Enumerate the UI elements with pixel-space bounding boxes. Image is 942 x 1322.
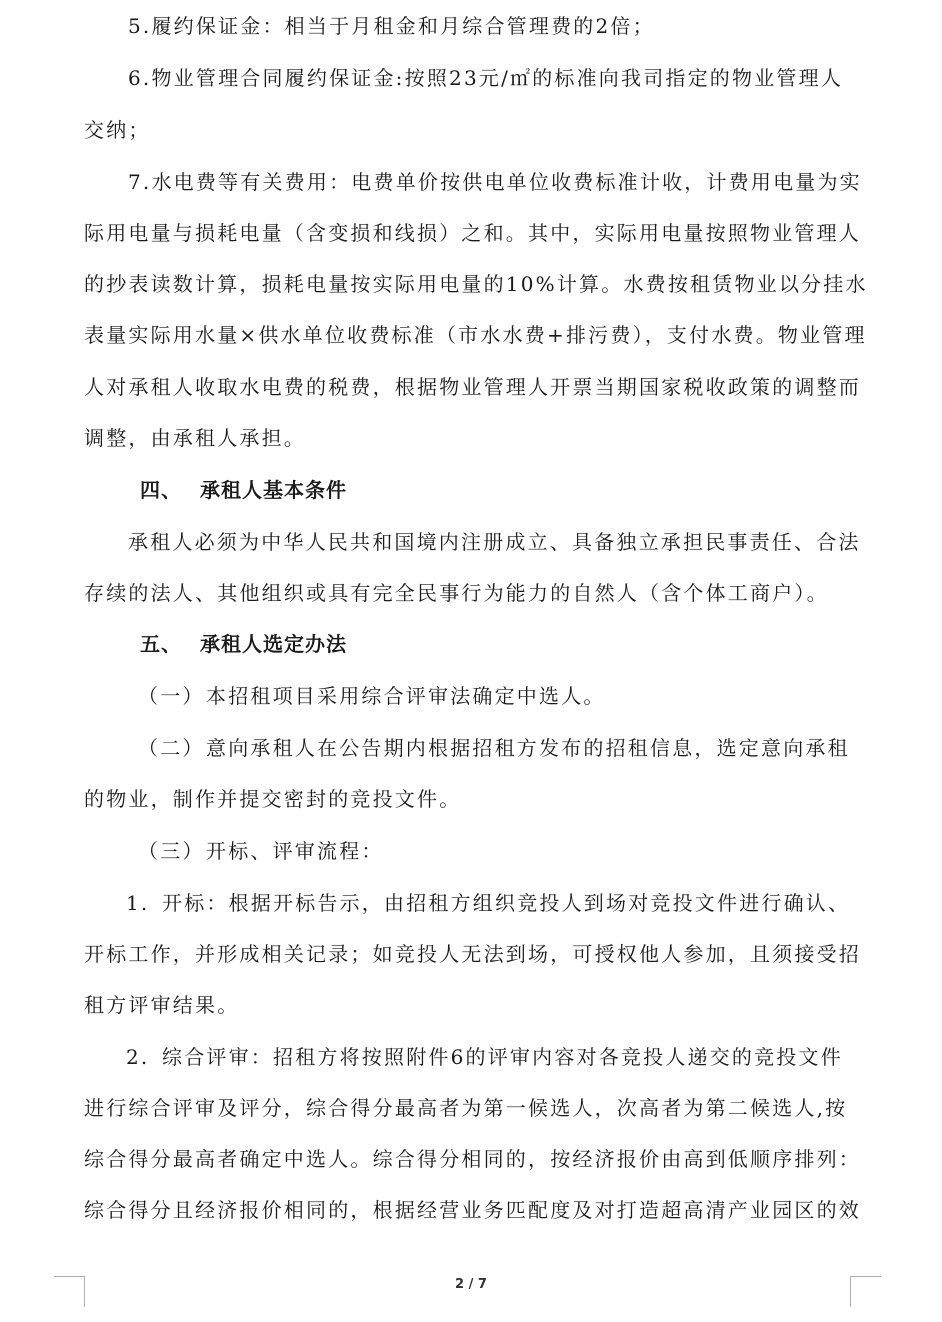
page-number: 2 / 7 (455, 1277, 487, 1292)
paragraph-utilities-line4: 表量实际用水量×供水单位收费标准（市水水费+排污费），支付水费。物业管理 (84, 323, 867, 347)
section-title: 承租人基本条件 (200, 478, 347, 502)
item-number: 1. (126, 891, 150, 915)
item-number: 2. (126, 1045, 150, 1069)
subsection-3 (138, 837, 384, 865)
paragraph-utilities-line3: 的抄表读数计算，损耗电量按实际用电量的10%计算。水费按租赁物业以分挂水 (84, 272, 868, 296)
process-item-2 (126, 1043, 843, 1071)
subsection-number: （一） (138, 684, 205, 708)
process-item-2-line3: 综合得分最高者确定中选人。综合得分相同的，按经济报价由高到低顺序排列： (84, 1147, 861, 1171)
subsection-2 (138, 734, 850, 762)
paragraph-utilities-line5: 人对承租人收取水电费的税费，根据物业管理人开票当期国家税收政策的调整而 (84, 375, 861, 399)
paragraph-property-deposit-line2: 交纳； (84, 118, 151, 142)
paragraph-deposit: 5.履约保证金：相当于月租金和月综合管理费的2倍； (128, 14, 655, 38)
paragraph-utilities-line1: 7.水电费等有关费用：电费单价按供电单位收费标准计收，计费用电量为实 (128, 170, 862, 194)
paragraph-conditions-line2: 存续的法人、其他组织或具有完全民事行为能力的自然人（含个体工商户）。 (84, 581, 829, 605)
process-item-2-line4: 综合得分且经济报价相同的，根据经营业务匹配度及对打造超高清产业园区的效 (84, 1198, 861, 1222)
subsection-text: 开标、评审流程： (206, 839, 384, 863)
process-item-1-line3: 租方评审结果。 (84, 993, 240, 1017)
paragraph-utilities-line6: 调整，由承租人承担。 (84, 426, 306, 450)
paragraph-utilities-line2: 际用电量与损耗电量（含变损和线损）之和。其中，实际用电量按照物业管理人 (84, 221, 861, 245)
section-number: 四、 (140, 478, 182, 502)
item-text: 综合评审：招租方将按照附件6的评审内容对各竞投人递交的竞投文件 (162, 1045, 843, 1069)
paragraph-property-deposit-line1: 6.物业管理合同履约保证金:按照23元/㎡的标准向我司指定的物业管理人 (128, 66, 844, 90)
process-item-1 (126, 889, 850, 917)
subsection-text: 本招租项目采用综合评审法确定中选人。 (206, 684, 606, 708)
paragraph-conditions-line1: 承租人必须为中华人民共和国境内注册成立、具备独立承担民事责任、合法 (128, 530, 861, 554)
section-title: 承租人选定办法 (200, 632, 347, 656)
section-heading-5 (140, 630, 347, 658)
section-number: 五、 (140, 632, 182, 656)
process-item-2-line2: 进行综合评审及评分，综合得分最高者为第一候选人，次高者为第二候选人,按 (84, 1096, 848, 1120)
section-heading-4 (140, 476, 347, 504)
subsection-2-line2: 的物业，制作并提交密封的竞投文件。 (84, 787, 462, 811)
subsection-number: （三） (138, 839, 205, 863)
subsection-text: 意向承租人在公告期内根据招租方发布的招租信息，选定意向承租 (206, 736, 850, 760)
process-item-1-line2: 开标工作，并形成相关记录；如竞投人无法到场，可授权他人参加，且须接受招 (84, 942, 861, 966)
subsection-1 (138, 682, 606, 710)
item-text: 开标：根据开标告示，由招租方组织竞投人到场对竞投文件进行确认、 (162, 891, 851, 915)
subsection-number: （二） (138, 736, 205, 760)
